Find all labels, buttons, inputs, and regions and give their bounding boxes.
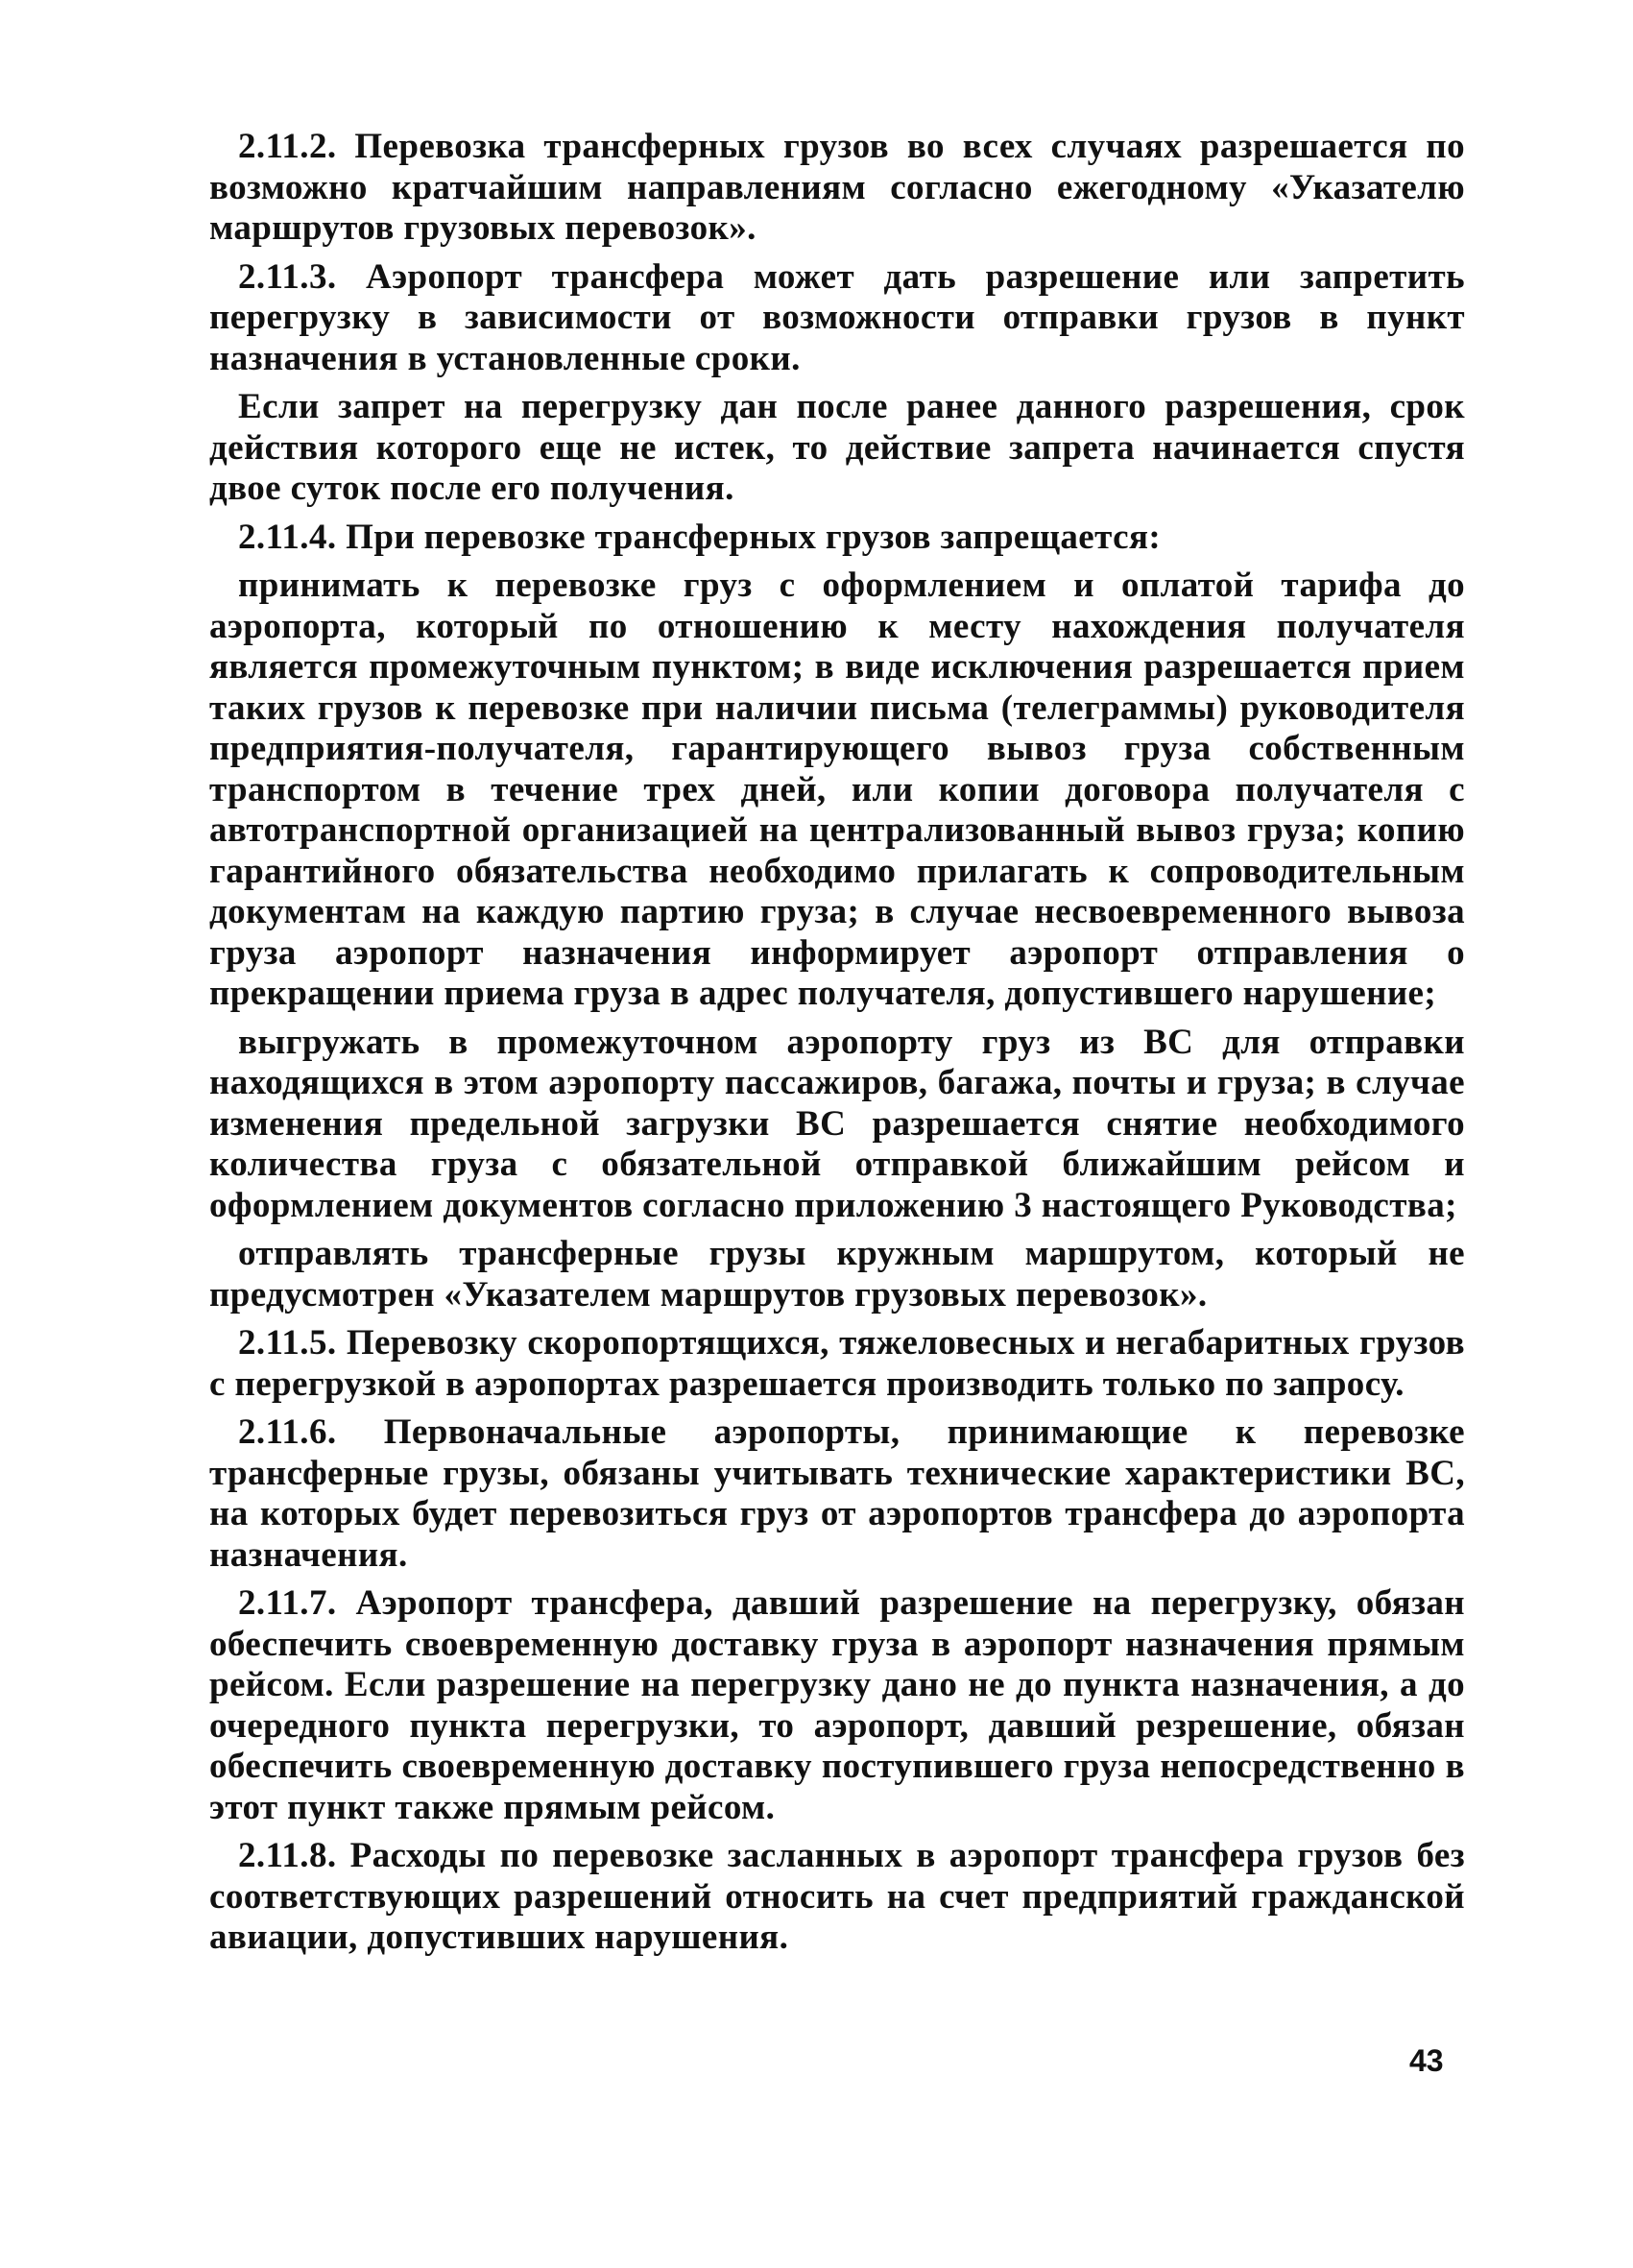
paragraph-2-11-3: 2.11.3. Аэропорт трансфера может дать разрешение или запретить перегрузку в зависимости от возможности отправки грузов в пункт назначения в установленные сроки. — [209, 256, 1465, 378]
document-body — [209, 127, 1465, 1966]
paragraph-2-11-4-item-1: принимать к перевозке груз с оформлением и оплатой тарифа до аэропорта, который по отношению к месту нахождения получателя является промежуточным пунктом; в виде исключения разрешается прием таких грузов к перевозке при наличии письма (телеграммы) руководителя предприятия-получателя, гарантирующего вывоз груза собственным транспортом в течение трех дней, или копии договора получателя с автотранспортной организацией на централизованный вывоз груза; копию гарантийного обязательства необходимо прилагать к сопроводительным документам на каждую партию груза; в случае несвоевременного вывоза груза аэропорт назначения информирует аэропорт отправления о прекращении приема груза в адрес получателя, допустившего нарушение; — [209, 566, 1465, 1013]
page-number: 43 — [1409, 2043, 1444, 2078]
paragraph-2-11-4-item-3: отправлять трансферные грузы кружным маршрутом, который не предусмотрен «Указателем маршрутов грузовых перевозок». — [209, 1234, 1465, 1315]
paragraph-2-11-8: 2.11.8. Расходы по перевозке засланных в аэропорт трансфера грузов без соответствующих разрешений относить на счет предприятий гражданской авиации, допустивших нарушения. — [209, 1836, 1465, 1957]
paragraph-2-11-6: 2.11.6. Первоначальные аэропорты, принимающие к перевозке трансферные грузы, обязаны учитывать технические характеристики ВС, на которых будет перевозиться груз от аэропортов трансфера до аэропорта назначения. — [209, 1412, 1465, 1575]
paragraph-2-11-7: 2.11.7. Аэропорт трансфера, давший разрешение на перегрузку, обязан обеспечить своевременную доставку груза в аэропорт назначения прямым рейсом. Если разрешение на перегрузку дано не до пункта назначения, а до очередного пункта перегрузки, то аэропорт, давший резрешение, обязан обеспечить своевременную доставку поступившего груза непосредственно в этот пункт также прямым рейсом. — [209, 1583, 1465, 1827]
paragraph-2-11-3-note: Если запрет на перегрузку дан после ранее данного разрешения, срок действия которого еще не истек, то действие запрета начинается спустя двое суток после его получения. — [209, 387, 1465, 508]
paragraph-2-11-2: 2.11.2. Перевозка трансферных грузов во всех случаях разрешается по возможно кратчайшим направлениям согласно ежегодному «Указателю маршрутов грузовых перевозок». — [209, 127, 1465, 248]
paragraph-2-11-4-item-2: выгружать в промежуточном аэропорту груз из ВС для отправки находящихся в этом аэропорту пассажиров, багажа, почты и груза; в случае изменения предельной загрузки ВС разрешается снятие необходимого количества груза с обязательной отправкой ближайшим рейсом и оформлением документов согласно приложению 3 настоящего Руководства; — [209, 1022, 1465, 1225]
paragraph-2-11-4: 2.11.4. При перевозке трансферных грузов запрещается: — [238, 517, 1162, 557]
paragraph-2-11-5: 2.11.5. Перевозку скоропортящихся, тяжеловесных и негабаритных грузов с перегрузкой в аэропортах разрешается производить только по запросу. — [209, 1323, 1465, 1404]
